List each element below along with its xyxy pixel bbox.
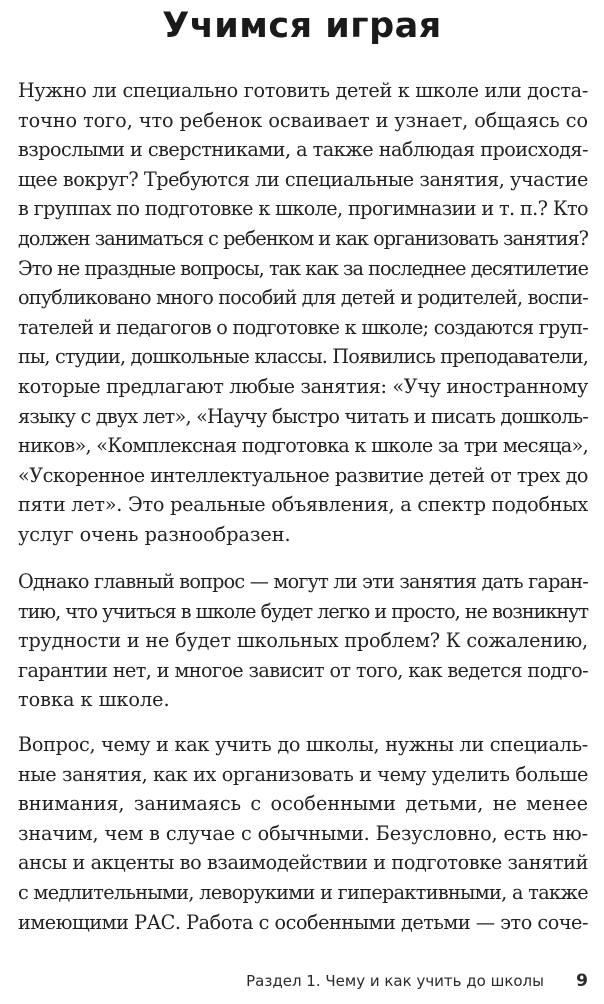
- text-line: щее вокруг? Требуются ли специальные занятия, участие: [18, 167, 588, 191]
- page-heading: Учимся играя: [162, 6, 442, 46]
- text-line: ные занятия, как их организовать и чему уделить больше: [18, 762, 589, 786]
- text-line: трудности и не будет школьных проблем? К сожалению,: [18, 629, 588, 653]
- paragraph-1: [18, 76, 588, 550]
- text-line: пяти лет». Это реальные объявления, а спектр подобных: [18, 493, 588, 517]
- text-line: в группах по подготовке к школе, прогимназии и т. п.? Кто: [18, 197, 588, 221]
- text-line: товка к школе.: [18, 688, 170, 712]
- text-line: которые предлагают любые занятия: «Учу иностранному: [18, 374, 588, 398]
- text-line: гарантии нет, и многое зависит от того, как ведется подго-: [18, 658, 588, 682]
- text-line: Это не праздные вопросы, так как за последнее десятилетие: [18, 256, 588, 280]
- text-line: значим, чем в случае с обычными. Безусловно, есть ню-: [18, 821, 588, 845]
- page-number: 9: [576, 971, 588, 991]
- text-line: с медлительными, леворукими и гиперактивными, а также: [18, 880, 588, 904]
- text-line: пы, студии, дошкольные классы. Появились преподаватели,: [18, 345, 588, 369]
- text-line: взрослыми и сверстниками, а также наблюдая происходя-: [18, 138, 588, 162]
- page-footer: [0, 969, 604, 993]
- text-line: «Ускоренное интеллектуальное развитие детей от трех до: [18, 463, 588, 487]
- text-line: ансы и акценты во взаимодействии и подготовке занятий: [18, 851, 588, 875]
- text-line: Однако главный вопрос — могут ли эти занятия дать гаран-: [18, 570, 588, 593]
- text-line: имеющими РАС. Работа с особенными детьми — это соче-: [18, 910, 588, 934]
- paragraph-2: [18, 567, 588, 715]
- text-line: Вопрос, чему и как учить до школы, нужны ли специаль-: [18, 733, 588, 756]
- text-line: опубликовано много пособий для детей и родителей, воспи-: [18, 286, 588, 310]
- paragraph-3: [18, 730, 588, 937]
- text-line: точно того, что ребенок осваивает и узнает, общаясь со: [18, 108, 588, 132]
- text-line: услуг очень разнообразен.: [18, 522, 291, 546]
- text-line: ников», «Комплексная подготовка к школе за три месяца»,: [18, 434, 588, 458]
- text-line: тию, что учиться в школе будет легко и просто, не возникнут: [18, 599, 588, 623]
- running-footer-section-title: Раздел 1. Чему и как учить до школы: [246, 972, 544, 990]
- text-line: тателей и педагогов о подготовке к школе; создаются груп-: [18, 315, 588, 339]
- text-line: Нужно ли специально готовить детей к школе или доста-: [18, 79, 588, 102]
- text-line: должен заниматься с ребенком и как организовать занятия?: [18, 226, 588, 250]
- text-line: языку с двух лет», «Научу быстро читать и писать дошколь-: [18, 404, 588, 428]
- text-line: внимания, занимаясь с особенными детьми, не менее: [18, 792, 588, 816]
